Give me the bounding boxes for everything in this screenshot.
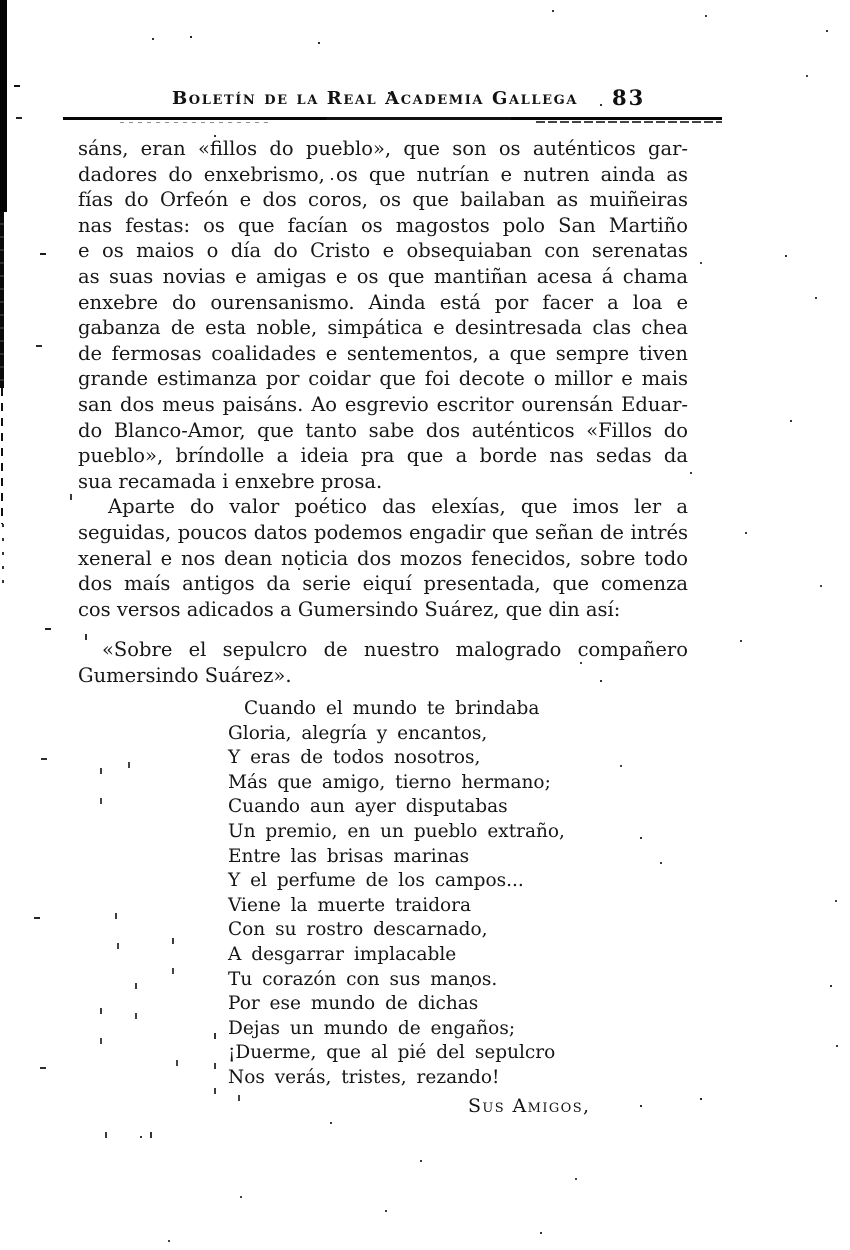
poem-block <box>228 697 648 1091</box>
text-line: dos maís antigos da serie eiquí presentada, que comenza <box>78 572 688 596</box>
text-line: de fermosas coalidades e sentementos, a que sempre tiven <box>78 341 688 365</box>
text-line: «Sobre el sepulcro de nuestro malogrado compañero <box>102 638 688 662</box>
text-line: pueblo», bríndolle a ideia pra que a borde nas sedas da <box>78 444 688 468</box>
text-line: fías do Orfeón e dos coros, os que bailaban as muiñeiras <box>78 188 688 212</box>
text-line: seguidas, poucos datos podemos engadir que señan de intrés <box>78 520 688 544</box>
binding-edge-artifact <box>1 388 3 524</box>
poem-line: Viene la muerte traidora <box>228 894 472 916</box>
poem-line: Y el perfume de los campos... <box>228 870 524 892</box>
poem-line: Por ese mundo de dichas <box>228 993 479 1015</box>
text-line: e os maios o día do Cristo e obsequiaban con serenatas <box>78 239 688 263</box>
text-line: sua recamada i enxebre prosa. <box>78 469 383 493</box>
running-header-title: Boletín de la Real Academia Gallega <box>171 88 579 109</box>
text-line: Gumersindo Suárez». <box>78 663 292 687</box>
poem-line: Entre las brisas marinas <box>228 845 470 867</box>
text-line: san dos meus paisáns. Ao esgrevio escritor ourensán Eduar- <box>78 392 688 416</box>
poem-line: Cuando el mundo te brindaba <box>244 698 540 719</box>
poem-line: Y eras de todos nosotros, <box>228 747 481 769</box>
poem-line: ¡Duerme, que al pié del sepulcro <box>228 1042 556 1064</box>
paragraph <box>78 136 688 494</box>
poem-line: Con su rostro descarnado, <box>228 919 488 941</box>
poem-line: Dejas un mundo de engaños; <box>228 1017 516 1039</box>
text-line: grande estimanza por coidar que foi decote o millor e mais <box>78 367 688 391</box>
text-line: gabanza de esta noble, simpática e desintresada clas chea <box>78 316 688 340</box>
binding-edge-artifact <box>2 524 4 584</box>
text-line: enxebre do ourensanismo. Ainda está por facer a loa e <box>78 290 688 314</box>
poem-signature: Sus Amigos, <box>468 1095 591 1117</box>
poem-line: Nos verás, tristes, rezando! <box>228 1066 500 1088</box>
poem-line: Más que amigo, tierno hermano; <box>228 771 551 793</box>
poem-line: Un premio, en un pueblo extraño, <box>228 820 565 842</box>
header-rule-fragment <box>120 122 270 123</box>
text-line: xeneral e nos dean noticia dos mozos fenecidos, sobre todo <box>78 546 688 570</box>
body-text-block <box>78 136 688 688</box>
text-line: Aparte do valor poético das elexías, que imos ler a <box>108 495 688 519</box>
page-number: 83 <box>612 85 646 110</box>
header-rule <box>63 117 722 120</box>
paragraph <box>78 637 688 688</box>
poem-line: Cuando aun ayer disputabas <box>228 796 508 818</box>
paragraph <box>78 494 688 622</box>
text-line: cos versos adicados a Gumersindo Suárez, que din así: <box>78 597 621 621</box>
poem-line: Gloria, alegría y encantos, <box>228 722 488 744</box>
text-line: sáns, eran «fillos do pueblo», que son os auténticos gar- <box>78 137 688 160</box>
poem-line: A desgarrar implacable <box>228 943 457 965</box>
text-line: do Blanco-Amor, que tanto sabe dos auténticos «Fillos do <box>78 418 688 442</box>
poem-line: Tu corazón con sus manos. <box>228 968 498 990</box>
text-line: dadores do enxebrismo, os que nutrían e nutren ainda as <box>78 162 688 186</box>
text-line: as suas novias e amigas e os que mantiñan acesa á chama <box>78 264 688 288</box>
binding-edge-artifact <box>0 212 4 388</box>
text-line: nas festas: os que facían os magostos polo San Martiño <box>78 213 688 237</box>
header-rule-fragment <box>536 121 722 123</box>
binding-edge-artifact <box>0 0 7 212</box>
